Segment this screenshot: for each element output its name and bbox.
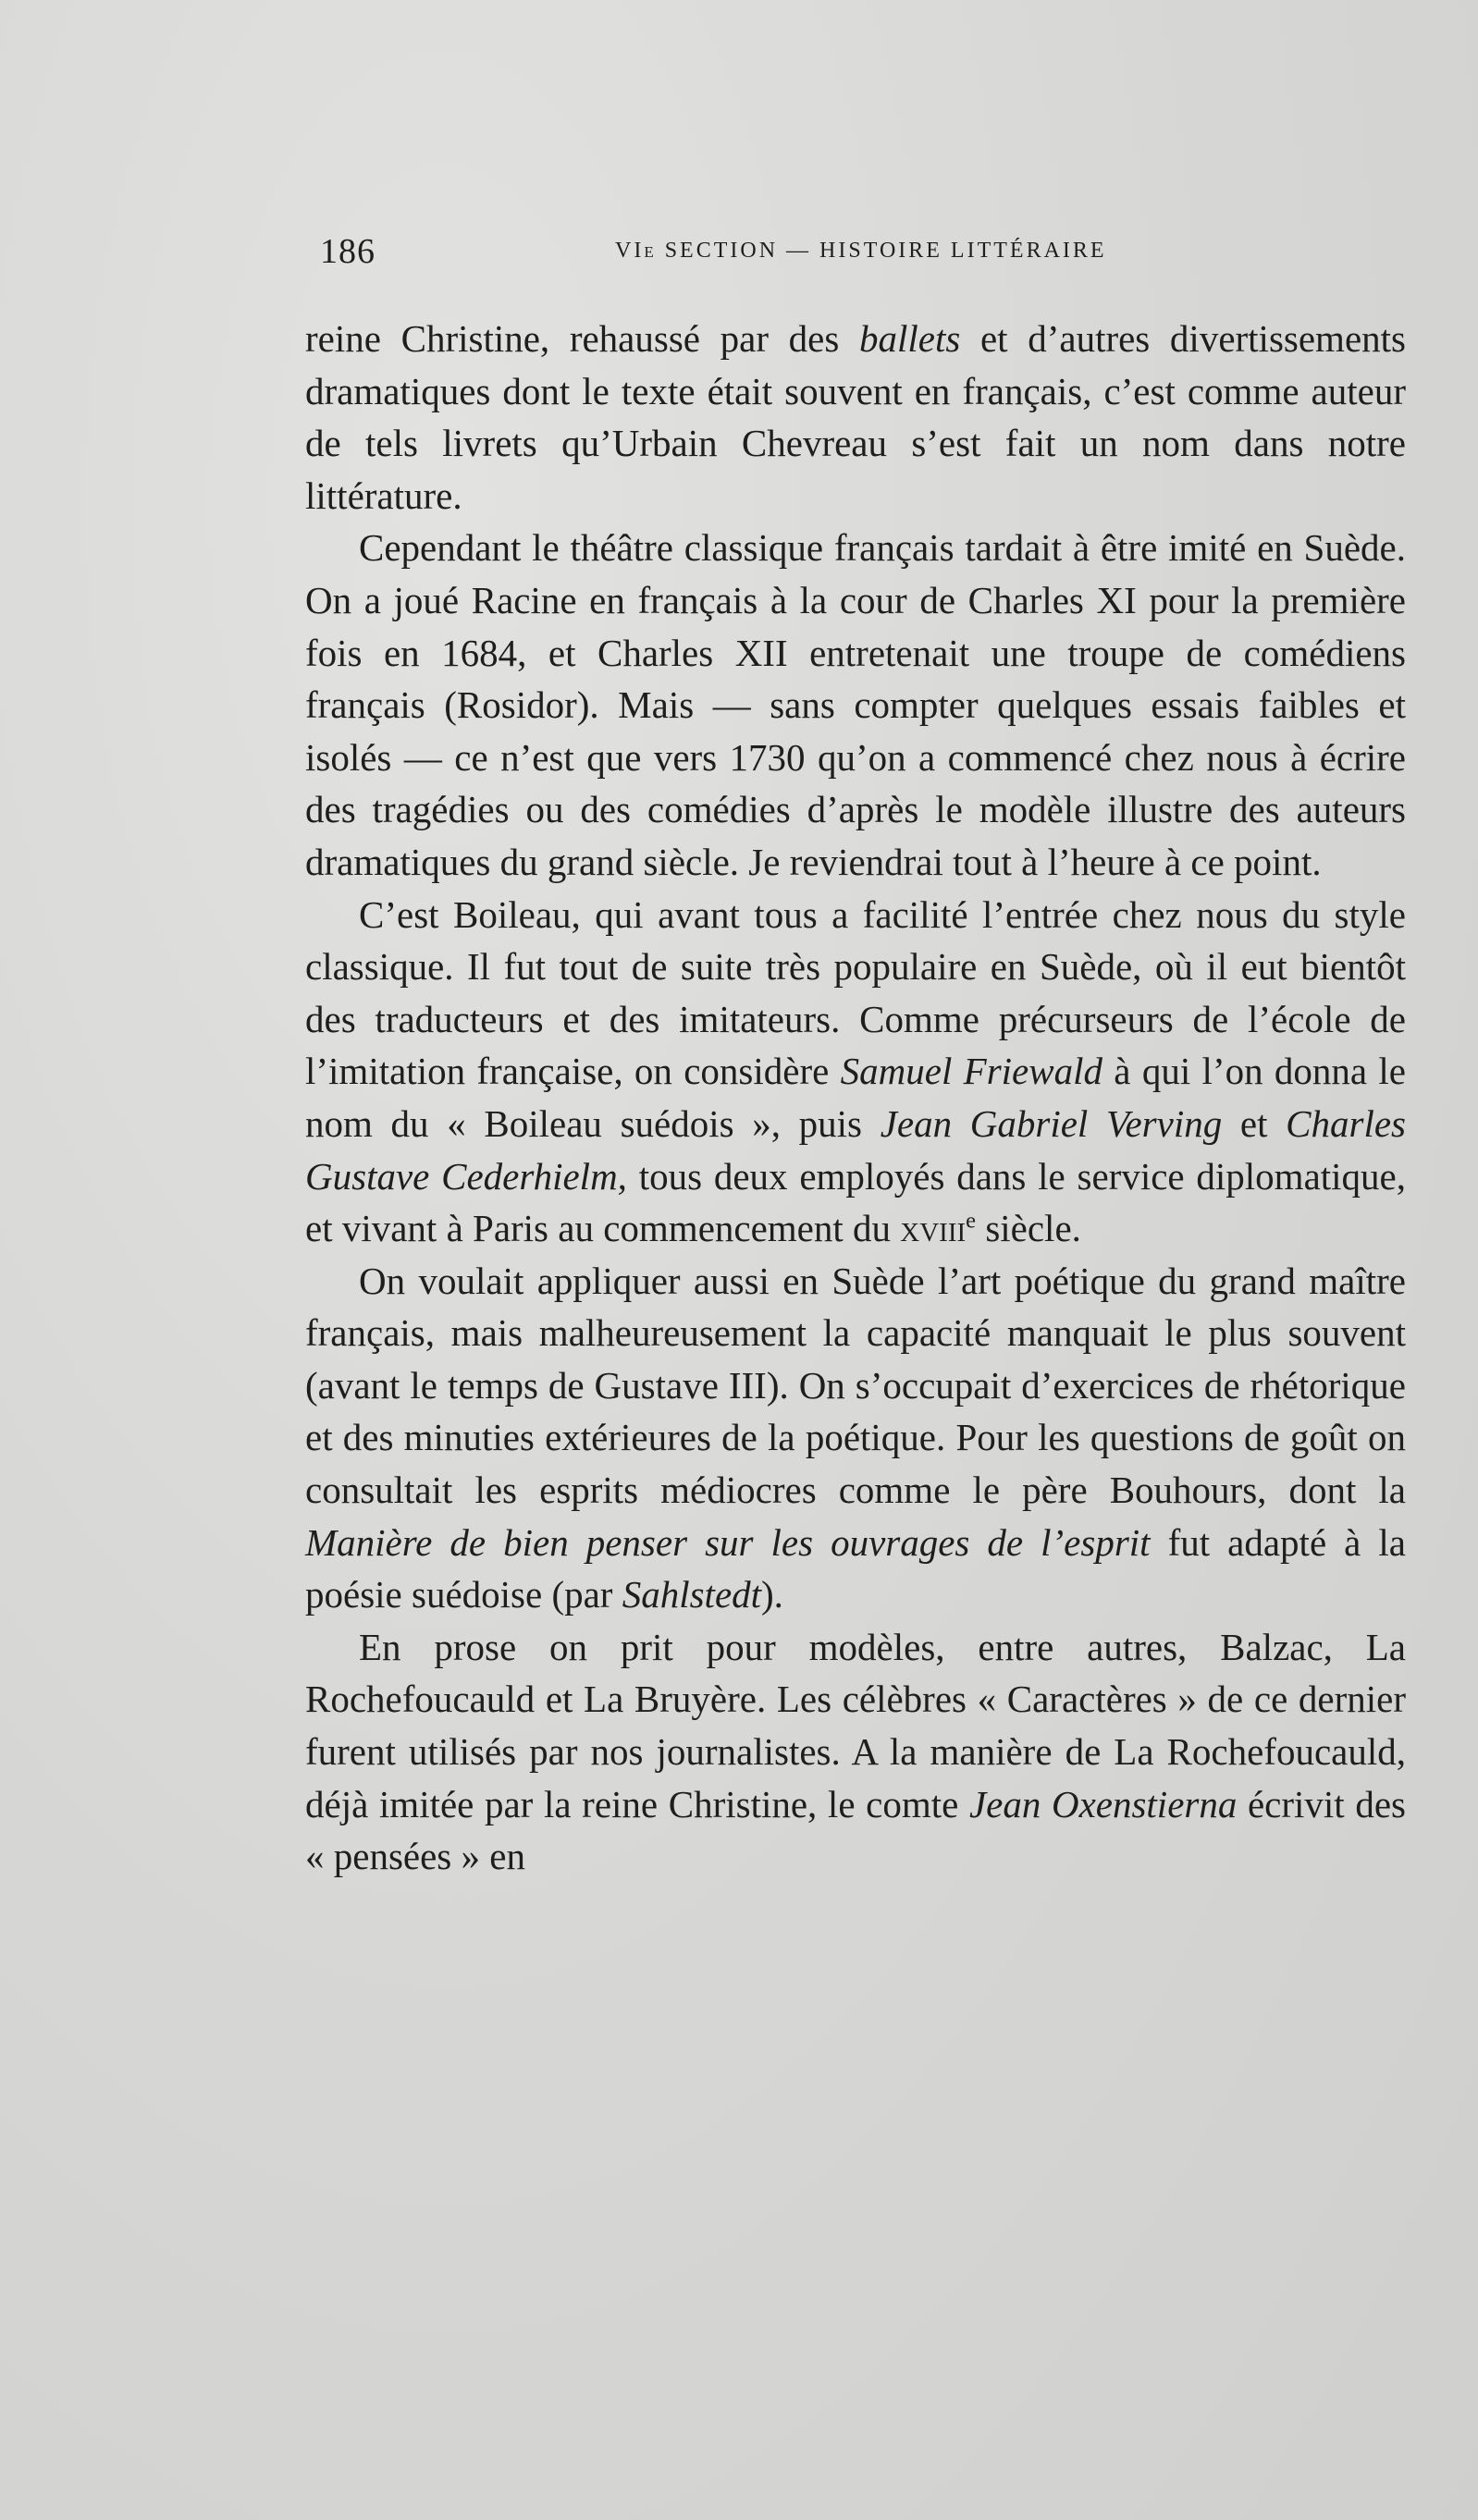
italic-text: ballets (858, 317, 961, 360)
paragraph (305, 1255, 1406, 1621)
superscript: e (966, 1208, 977, 1234)
text-run: reine Christine, rehaussé par des (305, 317, 859, 360)
text-run: et d’autres divertissements dramatiques dont le texte était souvent en français, c’est comme auteur de tels livrets qu’Urbain Chevreau s’est fait un nom dans notre littérature. (305, 317, 1406, 517)
text-run: siècle. (976, 1207, 1081, 1250)
text-run: et (1222, 1101, 1287, 1145)
paragraph (305, 889, 1406, 1255)
italic-text: Manière de bien penser sur les ouvrages de l’esprit (305, 1520, 1151, 1564)
text-run: C’est Boileau, qui avant tous a facilité l’entrée chez nous du style classique. Il fut tout de suite très populaire en Suède, où il eut bientôt des traducteurs et des imitateurs. Comme précurseurs de l’école de l’imitation française, on considère (305, 892, 1406, 1093)
text-run: ). (761, 1573, 783, 1616)
body-text (305, 313, 1406, 1883)
italic-text: Charles Gustave Cederhielm, (305, 1101, 1407, 1198)
text-run: On voulait appliquer aussi en Suède l’art poétique du grand maître français, mais malheureusement la capacité manquait le plus souvent (avant le temps de Gustave III). On s’occupait d’exercices de rhétorique et des minuties extérieures de la poétique. Pour les questions de goût on consultait les esprits médiocres comme le père Bouhours, dont la (305, 1259, 1406, 1512)
section-title: VIe SECTION — HISTOIRE LITTÉRAIRE (615, 239, 1107, 263)
text-run: écrivit des « pensées » en (305, 1782, 1406, 1878)
italic-text: Sahlstedt (622, 1573, 762, 1616)
paragraph (305, 1621, 1406, 1883)
paragraph (305, 313, 1406, 522)
italic-text: Jean Gabriel Verving (880, 1101, 1223, 1145)
text-run: En prose on prit pour modèles, entre autres, Balzac, La Rochefoucauld et La Bruyère. Les célèbres « Caractères » de ce dernier furent utilisés par nos journalistes. A la manière de La Rochefoucauld, déjà imitée par la reine Christine, le comte (305, 1625, 1406, 1825)
page-number: 186 (320, 232, 376, 271)
text-run: fut adapté à la poésie suédoise (par (305, 1520, 1406, 1616)
book-page (305, 231, 1406, 1883)
italic-text: Samuel Friewald (840, 1050, 1102, 1093)
text-run: Cependant le théâtre classique français tardait à être imité en Suède. On a joué Racine en français à la cour de Charles XI pour la première fois en 1684, et Charles XII entretenait une troupe de comédiens français (Rosidor). Mais — sans compter quelques essais faibles et isolés — ce n’est que vers 1730 qu’on a commencé chez nous à écrire des tragédies ou des comédies d’après le modèle illustre des auteurs dramatiques du grand siècle. Je reviendrai tout à l’heure à ce point. (305, 526, 1406, 883)
roman-numeral: xviii (900, 1207, 967, 1250)
paragraph (305, 522, 1406, 888)
italic-text: Jean Oxenstierna (968, 1782, 1238, 1825)
text-run: à qui l’on donna le nom du « Boileau suédois », puis (305, 1050, 1406, 1145)
running-head (305, 231, 1406, 287)
text-run: tous deux employés dans le service diplomatique, et vivant à Paris au commencement du (305, 1154, 1406, 1250)
